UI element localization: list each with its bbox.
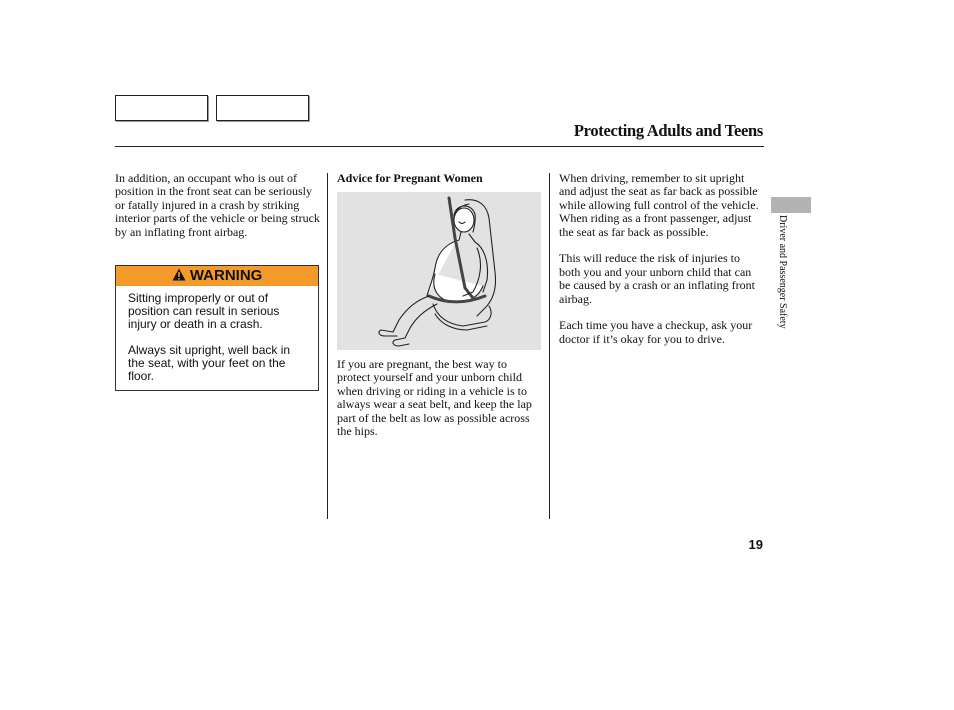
- middle-column: [337, 358, 541, 438]
- nav-box-index[interactable]: [216, 95, 309, 121]
- warning-header: [116, 266, 318, 286]
- title-rule: [115, 146, 764, 147]
- column-divider-right: [549, 173, 550, 519]
- warning-triangle-icon: [172, 268, 186, 281]
- right-paragraph: When driving, remember to sit upright and adjust the seat as far back as possible while allowing full control of the vehicle. When riding as a front passenger, adjust the seat as far back as possible.: [559, 171, 759, 239]
- page-number: 19: [748, 537, 763, 552]
- middle-heading: [337, 172, 547, 185]
- pregnant-woman-illustration: [337, 192, 541, 350]
- right-paragraph: This will reduce the risk of injuries to both you and your unborn child that can be caused by a crash or an inflating front airbag.: [559, 251, 755, 306]
- right-column: [559, 172, 759, 346]
- left-paragraph: In addition, an occupant who is out of position in the front seat can be seriously or fatally injured in a crash by striking interior parts of the vehicle or being struck by an inflating front airbag.: [115, 171, 320, 239]
- nav-box-contents[interactable]: [115, 95, 208, 121]
- section-side-label: Driver and Passenger Safety: [777, 215, 788, 329]
- pregnant-woman-seatbelt-illustration: [337, 192, 541, 350]
- section-heading: Advice for Pregnant Women: [337, 171, 483, 185]
- warning-label: WARNING: [189, 267, 263, 284]
- left-column: [115, 172, 321, 239]
- section-tab[interactable]: [771, 197, 811, 213]
- warning-body: [116, 286, 318, 383]
- middle-paragraph: If you are pregnant, the best way to protect yourself and your unborn child when driving or riding in a vehicle is to always wear a seat belt, and keep the lap part of the belt as low as possible across the hips.: [337, 357, 532, 439]
- warning-paragraph: Sitting improperly or out of position can result in serious injury or death in a crash.: [128, 291, 280, 331]
- page-title: Protecting Adults and Teens: [573, 121, 763, 140]
- right-paragraph: Each time you have a checkup, ask your doctor if it’s okay for you to drive.: [559, 318, 753, 346]
- warning-box: [115, 265, 319, 391]
- column-divider-left: [327, 173, 328, 519]
- warning-paragraph: Always sit upright, well back in the seat, with your feet on the floor.: [128, 343, 291, 383]
